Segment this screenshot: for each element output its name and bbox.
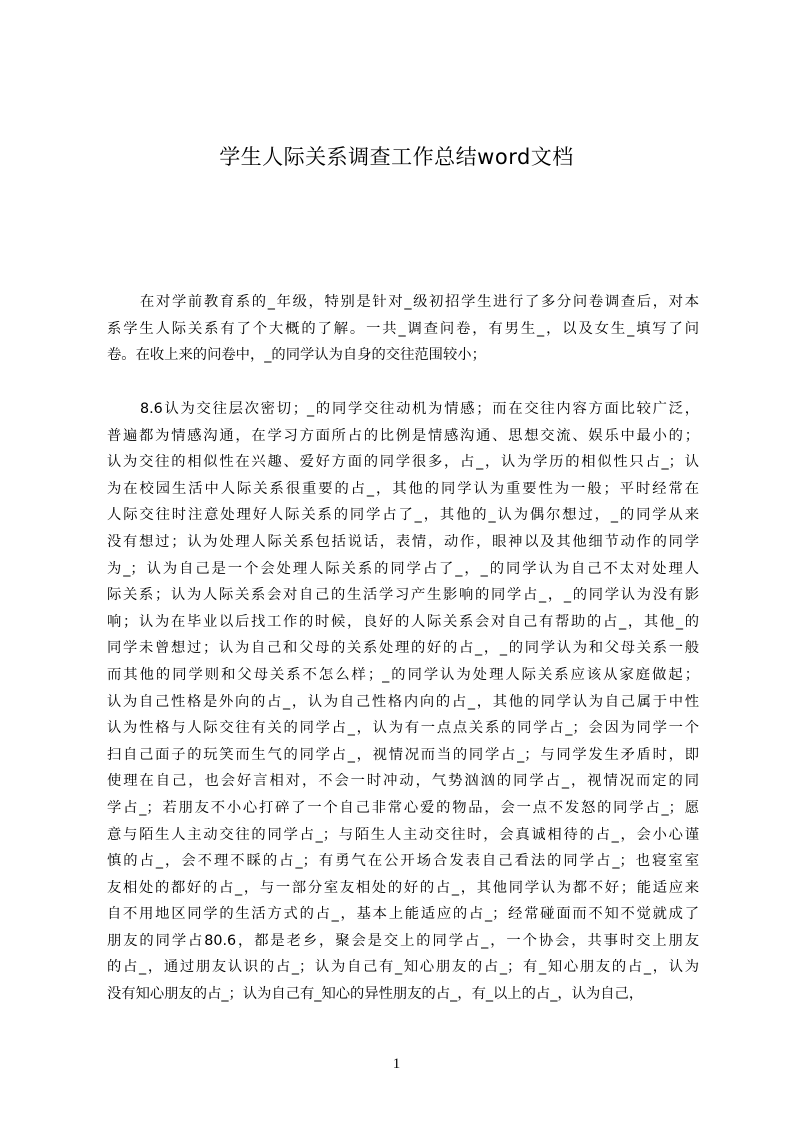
text-line: 认为性格与人际交往有关的同学占_，认为有一点点关系的同学占_；会因为同学一个 (107, 720, 699, 737)
text-line: 为_；认为自己是一个会处理人际关系的同学占了_，_的同学认为自己不太对处理人 (107, 560, 699, 577)
paragraph-intro (107, 289, 699, 369)
page-number: 1 (392, 1056, 401, 1072)
text-line: 卷。在收上来的问卷中，_的同学认为自身的交往范围较小； (107, 347, 486, 364)
text-line: 没有知心朋友的占_；认为自己有_知心的异性朋友的占_，有_以上的占_，认为自己， (107, 986, 644, 1003)
text-line: 系学生人际关系有了个大概的了解。一共_调查问卷，有男生_，以及女生_填写了问 (107, 320, 699, 337)
document-title: 学生人际关系调查工作总结word文档 (219, 145, 574, 169)
text-line: 意与陌生人主动交往的同学占_；与陌生人主动交往时，会真诚相待的占_，会小心谨 (107, 826, 699, 843)
text-line: 的占_，通过朋友认识的占_；认为自己有_知心朋友的占_；有_知心朋友的占_，认为 (107, 959, 699, 976)
text-line: 响；认为在毕业以后找工作的时候，良好的人际关系会对自己有帮助的占_，其他_的 (107, 613, 699, 630)
text-line: 认为自己性格是外向的占_，认为自己性格内向的占_，其他的同学认为自己属于中性 (107, 693, 699, 710)
text-line: 友相处的都好的占_，与一部分室友相处的好的占_，其他同学认为都不好；能适应来 (107, 879, 699, 896)
text-line: 没有想过；认为处理人际关系包括说话，表情，动作，眼神以及其他细节动作的同学 (107, 533, 699, 550)
text-line: 自不用地区同学的生活方式的占_，基本上能适应的占_；经常碰面而不知不觉就成了 (107, 906, 699, 923)
text-line: 在对学前教育系的_年级，特别是针对_级初招学生进行了多分问卷调查后，对本 (140, 294, 699, 310)
text-line: 朋友的同学占80.6，都是老乡，聚会是交上的同学占_，一个协会，共事时交上朋友 (107, 932, 699, 949)
text-line: 扫自己面子的玩笑而生气的同学占_，视情况而当的同学占_；与同学发生矛盾时，即 (107, 746, 699, 763)
text-line: 际关系；认为人际关系会对自己的生活学习产生影响的同学占_，_的同学认为没有影 (107, 587, 699, 604)
text-line: 慎的占_，会不理不睬的占_；有勇气在公开场合发表自己看法的同学占_；也寝室室 (107, 853, 699, 870)
text-line: 普遍都为情感沟通，在学习方面所占的比例是情感沟通、思想交流、娱乐中最小的； (107, 427, 699, 444)
text-line: 8.6认为交往层次密切；_的同学交往动机为情感；而在交往内容方面比较广泛， (140, 401, 699, 417)
text-line: 人际交往时注意处理好人际关系的同学占了_，其他的_认为偶尔想过，_的同学从来 (107, 507, 699, 524)
text-line: 学占_；若朋友不小心打碎了一个自己非常心爱的物品，会一点不发怒的同学占_；愿 (107, 799, 699, 816)
text-line: 而其他的同学则和父母关系不怎么样；_的同学认为处理人际关系应该从家庭做起； (107, 666, 699, 683)
paragraph-findings (107, 396, 699, 1008)
text-line: 同学未曾想过；认为自己和父母的关系处理的好的占_，_的同学认为和父母关系一般 (107, 640, 699, 657)
text-line: 使理在自己，也会好言相对，不会一时冲动，气势汹汹的同学占_，视情况而定的同 (107, 773, 699, 790)
text-line: 认为交往的相似性在兴趣、爱好方面的同学很多，占_，认为学历的相似性只占_；认 (107, 454, 699, 471)
text-line: 为在校园生活中人际关系很重要的占_，其他的同学认为重要性为一般；平时经常在 (107, 480, 699, 497)
